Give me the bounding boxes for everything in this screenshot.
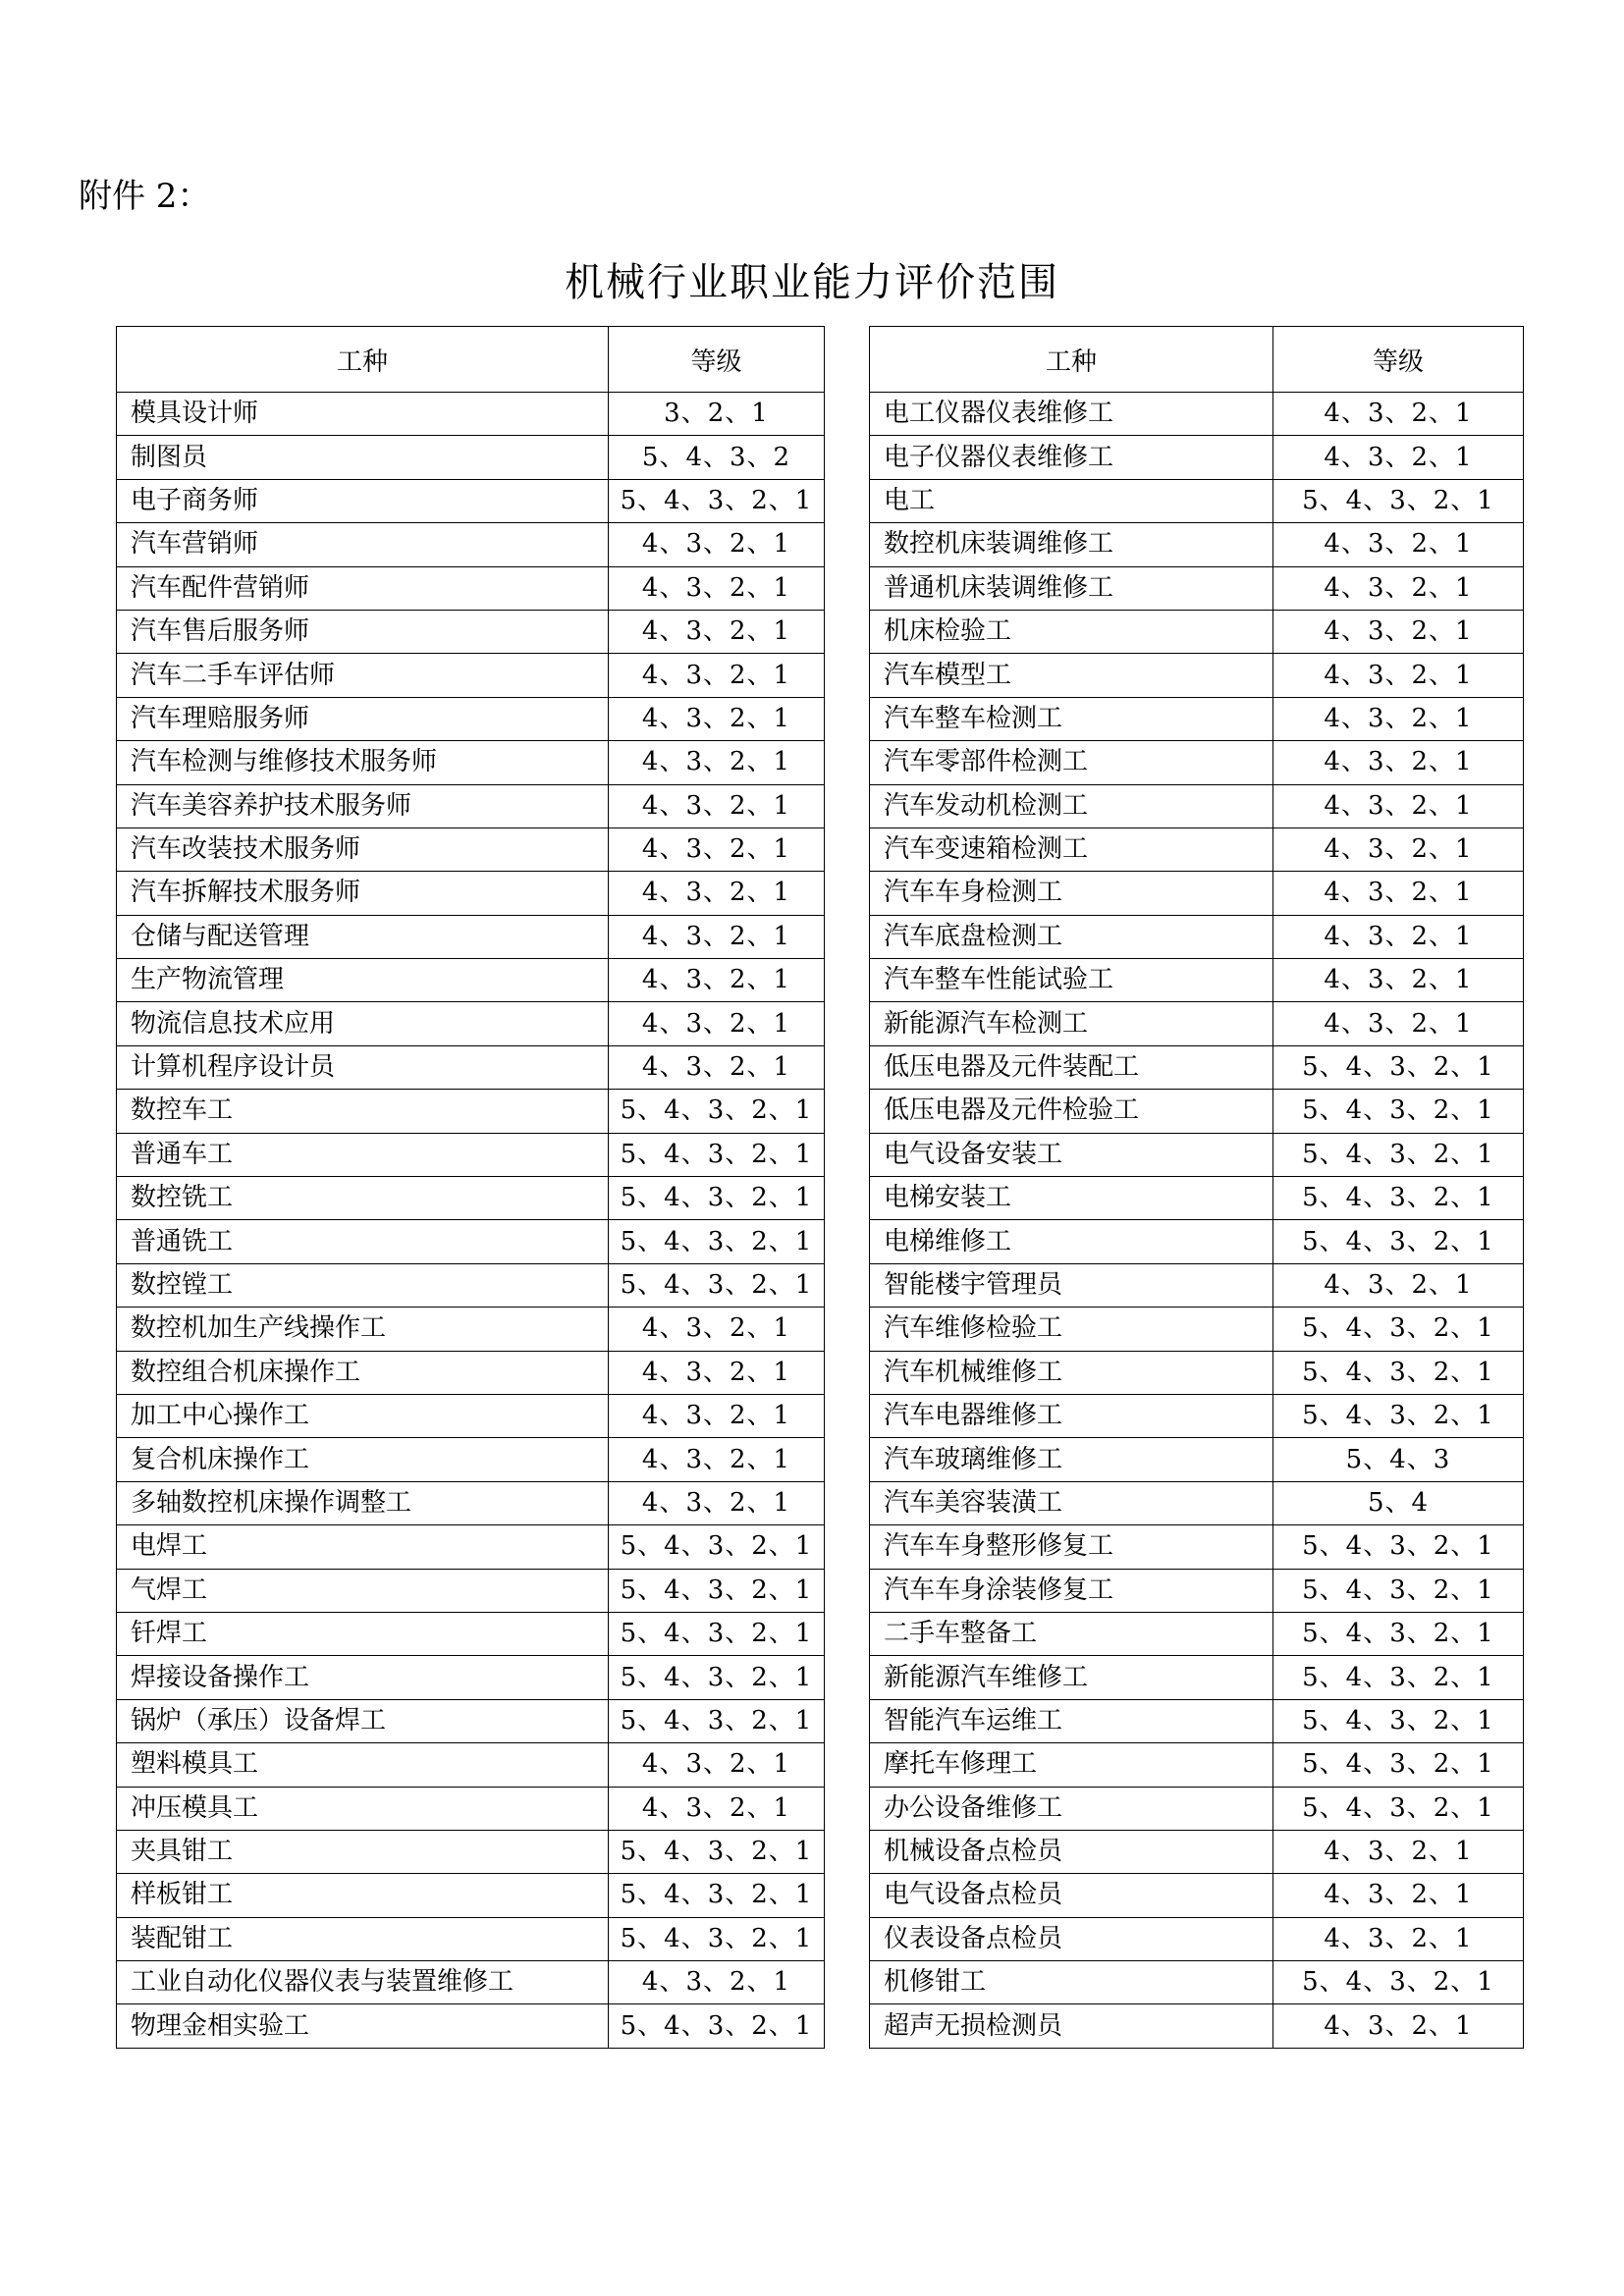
level-cell: 5、4、3、2、1 [609, 1917, 825, 1960]
table-row [117, 1525, 825, 1569]
table-row [870, 1481, 1524, 1524]
job-name-cell: 电梯维修工 [870, 1220, 1273, 1263]
table-row [870, 1917, 1524, 1960]
level-cell: 5、4、3、2、1 [609, 1569, 825, 1612]
level-cell: 4、3、2、1 [609, 1787, 825, 1830]
level-cell: 5、4、3、2、1 [609, 1830, 825, 1873]
job-name-cell: 汽车模型工 [870, 654, 1273, 697]
job-name-cell: 多轴数控机床操作调整工 [117, 1481, 609, 1524]
level-cell: 4、3、2、1 [1273, 654, 1524, 697]
table-row [117, 479, 825, 522]
level-cell: 4、3、2、1 [1273, 828, 1524, 871]
job-name-cell: 新能源汽车维修工 [870, 1656, 1273, 1699]
table-row [870, 566, 1524, 610]
job-name-cell: 模具设计师 [117, 393, 609, 436]
table-row [117, 654, 825, 697]
table-row [870, 1830, 1524, 1873]
table-row [870, 1787, 1524, 1830]
job-name-cell: 汽车美容装潢工 [870, 1481, 1273, 1524]
level-cell: 5、4、3、2、1 [1273, 1394, 1524, 1437]
table-row [870, 1525, 1524, 1569]
job-name-cell: 样板钳工 [117, 1874, 609, 1917]
job-name-cell: 数控镗工 [117, 1263, 609, 1307]
table-row [870, 1090, 1524, 1133]
job-name-cell: 摩托车修理工 [870, 1743, 1273, 1787]
level-cell: 4、3、2、1 [1273, 872, 1524, 915]
table-row [117, 393, 825, 436]
level-cell: 4、3、2、1 [1273, 697, 1524, 740]
job-name-cell: 汽车车身整形修复工 [870, 1525, 1273, 1569]
level-cell: 4、3、2、1 [609, 1743, 825, 1787]
job-name-cell: 电梯安装工 [870, 1177, 1273, 1220]
level-cell: 5、4、3、2、1 [1273, 1090, 1524, 1133]
job-name-cell: 锅炉（承压）设备焊工 [117, 1699, 609, 1742]
level-cell: 4、3、2、1 [1273, 915, 1524, 958]
level-cell: 5、4、3、2、1 [609, 1612, 825, 1655]
job-name-cell: 汽车发动机检测工 [870, 784, 1273, 828]
job-name-cell: 汽车整车性能试验工 [870, 959, 1273, 1002]
level-cell: 5、4、3、2、1 [1273, 1699, 1524, 1742]
level-cell: 5、4、3、2、1 [609, 1133, 825, 1176]
table-row [117, 784, 825, 828]
job-name-cell: 汽车营销师 [117, 523, 609, 566]
table-row [870, 654, 1524, 697]
table-row [117, 1263, 825, 1307]
table-row [870, 741, 1524, 784]
table-row [117, 1220, 825, 1263]
job-name-cell: 汽车底盘检测工 [870, 915, 1273, 958]
level-cell: 5、4、3、2、1 [609, 1177, 825, 1220]
level-cell: 4、3、2、1 [609, 1045, 825, 1089]
level-cell: 4、3、2、1 [1273, 1830, 1524, 1873]
job-name-cell: 普通铣工 [117, 1220, 609, 1263]
level-cell: 5、4、3、2、1 [609, 479, 825, 522]
table-row [870, 828, 1524, 871]
table-row [117, 1002, 825, 1045]
level-cell: 4、3、2、1 [609, 1481, 825, 1524]
job-name-cell: 汽车配件营销师 [117, 566, 609, 610]
job-name-cell: 仪表设备点检员 [870, 1917, 1273, 1960]
job-name-cell: 汽车车身涂装修复工 [870, 1569, 1273, 1612]
table-row [870, 1569, 1524, 1612]
level-cell: 5、4、3、2、1 [1273, 1525, 1524, 1569]
job-name-cell: 机械设备点检员 [870, 1830, 1273, 1873]
level-cell: 4、3、2、1 [609, 1438, 825, 1481]
table-row [870, 1699, 1524, 1742]
job-name-cell: 机修钳工 [870, 1961, 1273, 2004]
job-name-cell: 物流信息技术应用 [117, 1002, 609, 1045]
job-name-cell: 超声无损检测员 [870, 2004, 1273, 2048]
table-row [117, 1743, 825, 1787]
table-row [870, 915, 1524, 958]
level-cell: 5、4、3、2、1 [609, 1874, 825, 1917]
job-name-cell: 气焊工 [117, 1569, 609, 1612]
job-name-cell: 汽车维修检验工 [870, 1308, 1273, 1351]
level-cell: 4、3、2、1 [609, 784, 825, 828]
job-name-cell: 复合机床操作工 [117, 1438, 609, 1481]
level-cell: 3、2、1 [609, 393, 825, 436]
level-cell: 5、4、3、2、1 [1273, 1743, 1524, 1787]
left-table-body [117, 393, 825, 2049]
job-name-cell: 新能源汽车检测工 [870, 1002, 1273, 1045]
table-row [870, 2004, 1524, 2048]
level-cell: 4、3、2、1 [609, 610, 825, 653]
job-name-cell: 汽车电器维修工 [870, 1394, 1273, 1437]
level-cell: 5、4 [1273, 1481, 1524, 1524]
level-cell: 4、3、2、1 [609, 915, 825, 958]
level-cell: 4、3、2、1 [609, 1002, 825, 1045]
job-name-cell: 普通车工 [117, 1133, 609, 1176]
job-name-cell: 汽车变速箱检测工 [870, 828, 1273, 871]
job-name-cell: 汽车二手车评估师 [117, 654, 609, 697]
level-cell: 4、3、2、1 [609, 1394, 825, 1437]
level-cell: 4、3、2、1 [609, 566, 825, 610]
table-row [870, 1394, 1524, 1437]
table-row [117, 436, 825, 479]
level-cell: 4、3、2、1 [609, 1308, 825, 1351]
job-name-cell: 电子仪器仪表维修工 [870, 436, 1273, 479]
level-cell: 4、3、2、1 [609, 741, 825, 784]
attachment-label: 附件 2： [79, 177, 211, 216]
table-row [117, 1874, 825, 1917]
job-name-cell: 工业自动化仪器仪表与装置维修工 [117, 1961, 609, 2004]
level-cell: 5、4、3、2、1 [609, 1220, 825, 1263]
level-cell: 4、3、2、1 [1273, 610, 1524, 653]
job-name-cell: 夹具钳工 [117, 1830, 609, 1873]
table-row [870, 697, 1524, 740]
table-header-row [117, 327, 825, 393]
table-row [117, 1787, 825, 1830]
job-name-cell: 汽车售后服务师 [117, 610, 609, 653]
level-cell: 5、4、3、2、1 [1273, 1133, 1524, 1176]
level-cell: 5、4、3、2、1 [1273, 1961, 1524, 2004]
job-name-cell: 电气设备点检员 [870, 1874, 1273, 1917]
job-name-cell: 汽车车身检测工 [870, 872, 1273, 915]
job-name-cell: 办公设备维修工 [870, 1787, 1273, 1830]
level-cell: 5、4、3、2、1 [609, 1699, 825, 1742]
table-row [117, 1438, 825, 1481]
table-row [117, 1569, 825, 1612]
level-cell: 5、4、3、2 [609, 436, 825, 479]
job-name-cell: 智能楼宇管理员 [870, 1263, 1273, 1307]
job-name-cell: 普通机床装调维修工 [870, 566, 1273, 610]
job-name-cell: 低压电器及元件检验工 [870, 1090, 1273, 1133]
level-cell: 5、4、3、2、1 [609, 1263, 825, 1307]
table-row [870, 1351, 1524, 1394]
table-row [117, 1917, 825, 1960]
job-column-header: 工种 [117, 327, 609, 393]
level-column-header: 等级 [609, 327, 825, 393]
table-row [117, 523, 825, 566]
table-row [870, 1656, 1524, 1699]
level-cell: 5、4、3、2、1 [1273, 1220, 1524, 1263]
level-cell: 5、4、3、2、1 [609, 1656, 825, 1699]
level-cell: 4、3、2、1 [1273, 1917, 1524, 1960]
left-grade-table [116, 326, 825, 2049]
table-row [117, 1830, 825, 1873]
table-row [117, 566, 825, 610]
level-cell: 5、4、3、2、1 [1273, 1656, 1524, 1699]
level-cell: 4、3、2、1 [609, 654, 825, 697]
level-cell: 5、4、3、2、1 [1273, 479, 1524, 522]
job-name-cell: 汽车玻璃维修工 [870, 1438, 1273, 1481]
job-name-cell: 数控组合机床操作工 [117, 1351, 609, 1394]
level-cell: 5、4、3、2、1 [1273, 1612, 1524, 1655]
job-name-cell: 数控车工 [117, 1090, 609, 1133]
table-row [870, 479, 1524, 522]
table-row [870, 1743, 1524, 1787]
level-cell: 4、3、2、1 [1273, 1263, 1524, 1307]
table-row [870, 1874, 1524, 1917]
job-name-cell: 汽车检测与维修技术服务师 [117, 741, 609, 784]
table-header-row [870, 327, 1524, 393]
table-row [117, 1961, 825, 2004]
job-name-cell: 汽车零部件检测工 [870, 741, 1273, 784]
level-cell: 4、3、2、1 [609, 1961, 825, 2004]
table-row [117, 697, 825, 740]
table-row [870, 1308, 1524, 1351]
table-row [870, 393, 1524, 436]
table-row [117, 1308, 825, 1351]
job-name-cell: 汽车整车检测工 [870, 697, 1273, 740]
table-row [870, 1220, 1524, 1263]
job-name-cell: 电工 [870, 479, 1273, 522]
table-row [117, 1394, 825, 1437]
table-row [117, 1351, 825, 1394]
job-name-cell: 低压电器及元件装配工 [870, 1045, 1273, 1089]
job-name-cell: 汽车理赔服务师 [117, 697, 609, 740]
level-cell: 4、3、2、1 [609, 872, 825, 915]
table-row [870, 872, 1524, 915]
table-row [117, 1090, 825, 1133]
level-cell: 5、4、3、2、1 [609, 1090, 825, 1133]
job-name-cell: 冲压模具工 [117, 1787, 609, 1830]
table-row [870, 959, 1524, 1002]
table-row [117, 828, 825, 871]
table-row [117, 1699, 825, 1742]
level-cell: 5、4、3、2、1 [609, 2004, 825, 2048]
level-column-header: 等级 [1273, 327, 1524, 393]
job-name-cell: 物理金相实验工 [117, 2004, 609, 2048]
table-row [870, 1177, 1524, 1220]
right-table-body [870, 393, 1524, 2049]
job-name-cell: 二手车整备工 [870, 1612, 1273, 1655]
job-name-cell: 焊接设备操作工 [117, 1656, 609, 1699]
page-title: 机械行业职业能力评价范围 [565, 260, 1059, 305]
table-row [117, 1177, 825, 1220]
job-name-cell: 加工中心操作工 [117, 1394, 609, 1437]
job-name-cell: 装配钳工 [117, 1917, 609, 1960]
level-cell: 4、3、2、1 [1273, 784, 1524, 828]
job-name-cell: 智能汽车运维工 [870, 1699, 1273, 1742]
job-name-cell: 生产物流管理 [117, 959, 609, 1002]
job-name-cell: 电子商务师 [117, 479, 609, 522]
table-row [117, 872, 825, 915]
table-row [870, 610, 1524, 653]
table-row [117, 915, 825, 958]
level-cell: 4、3、2、1 [1273, 566, 1524, 610]
level-cell: 4、3、2、1 [1273, 959, 1524, 1002]
table-row [117, 610, 825, 653]
job-name-cell: 塑料模具工 [117, 1743, 609, 1787]
job-name-cell: 钎焊工 [117, 1612, 609, 1655]
level-cell: 4、3、2、1 [609, 828, 825, 871]
table-row [870, 436, 1524, 479]
level-cell: 5、4、3、2、1 [1273, 1569, 1524, 1612]
right-grade-table [869, 326, 1524, 2049]
level-cell: 4、3、2、1 [609, 959, 825, 1002]
table-row [117, 741, 825, 784]
table-row [870, 1133, 1524, 1176]
table-row [870, 523, 1524, 566]
table-row [870, 1961, 1524, 2004]
job-name-cell: 机床检验工 [870, 610, 1273, 653]
job-column-header: 工种 [870, 327, 1273, 393]
level-cell: 4、3、2、1 [609, 697, 825, 740]
job-name-cell: 电气设备安装工 [870, 1133, 1273, 1176]
table-row [870, 1002, 1524, 1045]
job-name-cell: 汽车拆解技术服务师 [117, 872, 609, 915]
job-name-cell: 电焊工 [117, 1525, 609, 1569]
table-row [117, 959, 825, 1002]
job-name-cell: 计算机程序设计员 [117, 1045, 609, 1089]
table-row [117, 1612, 825, 1655]
level-cell: 5、4、3、2、1 [1273, 1308, 1524, 1351]
job-name-cell: 数控机加生产线操作工 [117, 1308, 609, 1351]
job-name-cell: 汽车机械维修工 [870, 1351, 1273, 1394]
job-name-cell: 数控机床装调维修工 [870, 523, 1273, 566]
job-name-cell: 数控铣工 [117, 1177, 609, 1220]
table-row [117, 1133, 825, 1176]
table-row [117, 2004, 825, 2048]
level-cell: 4、3、2、1 [1273, 741, 1524, 784]
level-cell: 4、3、2、1 [609, 1351, 825, 1394]
level-cell: 4、3、2、1 [609, 523, 825, 566]
job-name-cell: 电工仪器仪表维修工 [870, 393, 1273, 436]
table-row [117, 1656, 825, 1699]
table-row [870, 1612, 1524, 1655]
job-name-cell: 制图员 [117, 436, 609, 479]
level-cell: 5、4、3、2、1 [1273, 1787, 1524, 1830]
level-cell: 5、4、3、2、1 [1273, 1045, 1524, 1089]
level-cell: 5、4、3、2、1 [609, 1525, 825, 1569]
table-row [870, 1263, 1524, 1307]
table-row [117, 1481, 825, 1524]
level-cell: 4、3、2、1 [1273, 1874, 1524, 1917]
table-row [870, 784, 1524, 828]
level-cell: 5、4、3 [1273, 1438, 1524, 1481]
level-cell: 4、3、2、1 [1273, 1002, 1524, 1045]
job-name-cell: 汽车美容养护技术服务师 [117, 784, 609, 828]
level-cell: 4、3、2、1 [1273, 2004, 1524, 2048]
level-cell: 4、3、2、1 [1273, 436, 1524, 479]
level-cell: 4、3、2、1 [1273, 523, 1524, 566]
job-name-cell: 仓储与配送管理 [117, 915, 609, 958]
level-cell: 5、4、3、2、1 [1273, 1351, 1524, 1394]
table-row [870, 1438, 1524, 1481]
level-cell: 5、4、3、2、1 [1273, 1177, 1524, 1220]
level-cell: 4、3、2、1 [1273, 393, 1524, 436]
table-row [117, 1045, 825, 1089]
table-row [870, 1045, 1524, 1089]
job-name-cell: 汽车改装技术服务师 [117, 828, 609, 871]
